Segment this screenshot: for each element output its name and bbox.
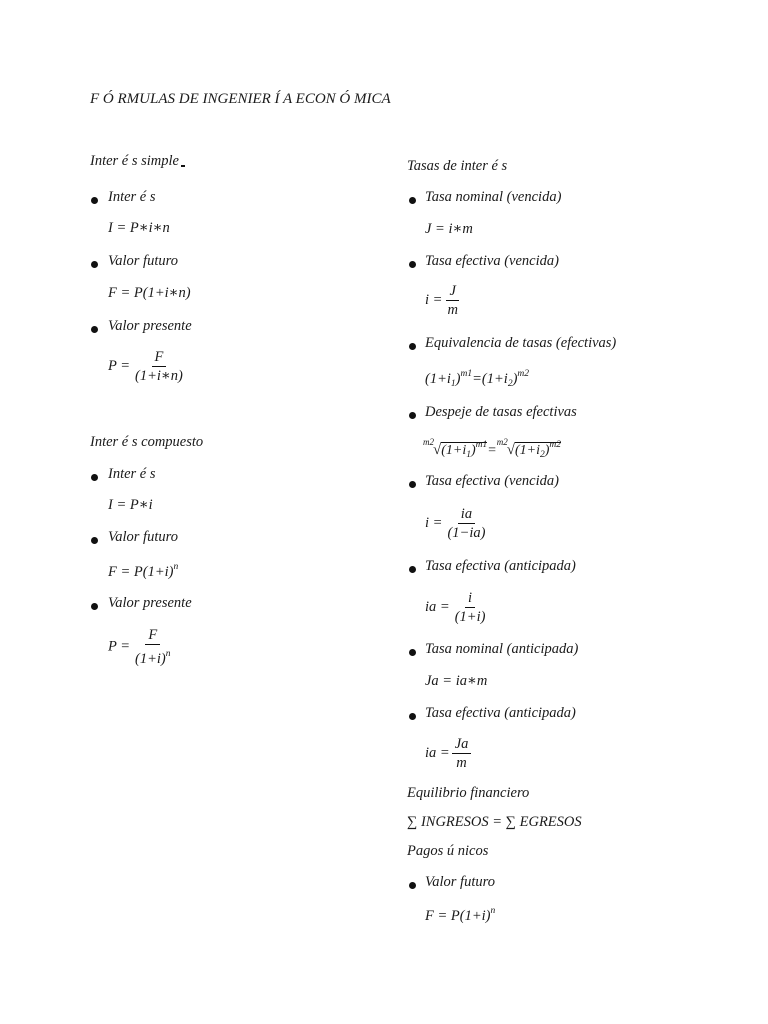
exponent: m1 <box>475 440 488 450</box>
subscript: 2 <box>507 379 513 389</box>
denominator-base: (1+i) <box>135 651 166 667</box>
paren-close: ) <box>455 371 461 387</box>
denominator-exponent: n <box>165 649 171 659</box>
formula-interes-simple: I = P∗i∗n <box>108 220 170 236</box>
formula-exponent: n <box>173 562 179 572</box>
fraction-denominator: (1−ia) <box>447 525 486 541</box>
bullet-icon <box>91 261 98 268</box>
exponent: m1 <box>460 369 473 379</box>
radical-icon: √ <box>506 442 515 458</box>
fraction-denominator: (1+i) <box>454 609 486 625</box>
formula-lhs: i = <box>425 514 443 531</box>
fraction-numerator: F <box>152 349 167 367</box>
formula-valor-presente-compuesto <box>108 627 174 667</box>
formula-valor-futuro-pagos <box>425 906 495 925</box>
radicand-term: (1+i <box>514 443 540 458</box>
cursor-mark <box>181 165 185 167</box>
list-item-label: Equivalencia de tasas (efectivas) <box>425 335 617 351</box>
term-b: (1+i <box>481 371 508 387</box>
formula-tasa-nominal-anticipada: Ja = ia∗m <box>425 673 488 689</box>
formula-lhs: ia = <box>425 598 450 615</box>
section-heading-interes-compuesto: Inter é s compuesto <box>90 434 204 450</box>
formula-base: F = P(1+i) <box>108 564 174 580</box>
list-item-label: Despeje de tasas efectivas <box>425 404 577 420</box>
term-a: (1+i <box>425 371 451 387</box>
equals-sign: = <box>472 371 482 387</box>
section-heading-interes-simple <box>90 153 185 170</box>
radicand-term: (1+i <box>441 443 467 458</box>
radicand: $(1+i_1)^{m1}$ <box>441 440 488 460</box>
section-heading-text: Inter é s simple <box>90 153 179 169</box>
list-item-label: Tasa efectiva (anticipada) <box>425 558 576 574</box>
bullet-icon <box>409 343 416 350</box>
fraction-numerator: i <box>465 590 475 608</box>
formula-lhs: P = <box>108 638 131 655</box>
fraction <box>444 283 460 318</box>
paren-close: ) <box>512 371 518 387</box>
fraction <box>452 590 489 625</box>
list-item-label: Valor futuro <box>108 253 178 269</box>
exponent: m2 <box>549 440 562 450</box>
bullet-icon <box>91 603 98 610</box>
list-item-label: Valor futuro <box>425 874 495 890</box>
list-item-label: Tasa efectiva (anticipada) <box>425 705 576 721</box>
formula-base: F = P(1+i) <box>425 908 491 924</box>
subscript: 2 <box>539 450 545 460</box>
fraction-denominator: m <box>456 755 467 771</box>
subscript: 1 <box>466 450 471 460</box>
formula-valor-futuro-compuesto <box>108 562 178 581</box>
fraction-denominator: (1+i∗n) <box>135 368 183 384</box>
formula-tasa-efectiva-anticipada-ja <box>425 736 471 771</box>
list-item-label: Inter é s <box>108 466 156 482</box>
fraction <box>444 506 488 541</box>
radicand: $(1+i_2)^{m2}$ <box>514 440 562 460</box>
formula-lhs: ia = <box>425 744 450 761</box>
list-item-label: Tasa nominal (anticipada) <box>425 641 579 657</box>
bullet-icon <box>409 261 416 268</box>
fraction <box>132 627 173 667</box>
fraction-numerator: ia <box>458 506 475 524</box>
radical-icon: √ <box>433 442 442 458</box>
bullet-icon <box>91 474 98 481</box>
section-heading-tasas: Tasas de inter é s <box>407 158 508 174</box>
bullet-icon <box>91 537 98 544</box>
formula-equilibrio: ∑ INGRESOS = ∑ EGRESOS <box>407 814 582 830</box>
formula-valor-futuro-simple: F = P(1+i∗n) <box>108 285 191 301</box>
section-heading-pagos-unicos: Pagos ú nicos <box>407 843 489 859</box>
formula-exponent: n <box>490 906 496 916</box>
formula-tasa-efectiva-vencida-ia <box>425 506 488 541</box>
section-heading-equilibrio: Equilibrio financiero <box>407 785 530 801</box>
fraction <box>452 736 472 771</box>
subscript: 1 <box>450 379 456 389</box>
bullet-icon <box>409 882 416 889</box>
formula-interes-compuesto: I = P∗i <box>108 497 153 513</box>
list-item-label: Inter é s <box>108 189 156 205</box>
bullet-icon <box>409 481 416 488</box>
bullet-icon <box>409 197 416 204</box>
formula-tasa-efectiva-anticipada <box>425 590 488 625</box>
bullet-icon <box>409 713 416 720</box>
list-item-label: Valor futuro <box>108 529 178 545</box>
fraction-numerator: Ja <box>452 736 472 754</box>
document-title: F Ó RMULAS DE INGENIER Í A ECON Ó MICA <box>90 91 391 107</box>
fraction-denominator: m <box>447 302 458 318</box>
formula-equivalencia-tasas <box>425 369 529 389</box>
fraction-numerator: J <box>446 283 458 301</box>
list-item-label: Valor presente <box>108 318 192 334</box>
list-item-label: Tasa nominal (vencida) <box>425 189 562 205</box>
fraction <box>132 349 186 384</box>
list-item-label: Tasa efectiva (vencida) <box>425 473 559 489</box>
formula-tasa-efectiva-vencida <box>425 283 461 318</box>
list-item-label: Valor presente <box>108 595 192 611</box>
formula-lhs: P = <box>108 357 131 374</box>
root-index: m2 <box>423 437 434 447</box>
list-item-label: Tasa efectiva (vencida) <box>425 253 559 269</box>
formula-valor-presente-simple <box>108 349 186 384</box>
root-index: m2 <box>496 437 508 447</box>
fraction-denominator <box>132 645 173 667</box>
formula-lhs: i = <box>425 291 443 308</box>
formula-despeje-tasas: $^{m2}√(1+i_1)^{m1}=^{m2}√(1+i_2)^{m2}$ <box>423 437 562 460</box>
bullet-icon <box>409 649 416 656</box>
bullet-icon <box>91 197 98 204</box>
fraction-numerator: F <box>145 627 160 645</box>
formula-tasa-nominal-vencida: J = i∗m <box>425 221 473 237</box>
exponent: m2 <box>517 369 530 379</box>
bullet-icon <box>409 566 416 573</box>
bullet-icon <box>91 326 98 333</box>
bullet-icon <box>409 412 416 419</box>
